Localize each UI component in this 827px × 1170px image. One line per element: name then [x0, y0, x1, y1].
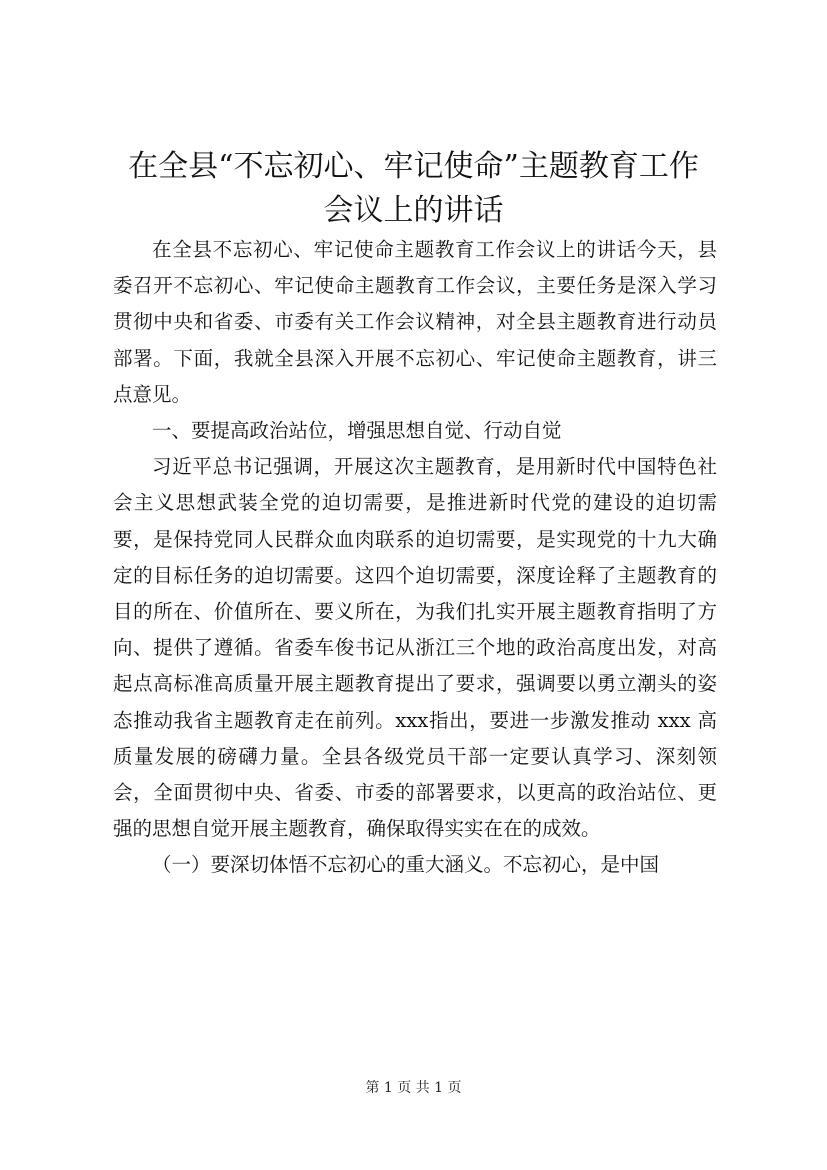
paragraph-intro: 在全县不忘初心、牢记使命主题教育工作会议上的讲话今天，县委召开不忘初心、牢记使命主题教育工作会议，主要任务是深入学习贯彻中央和省委、市委有关工作会议精神，对全县主题教育进行动员部署。下面，我就全县深入开展不忘初心、牢记使命主题教育，讲三点意见。	[113, 238, 717, 406]
page-footer: 第 1 页 共 1 页	[365, 1080, 462, 1096]
subsection-heading-1: （一）要深切体悟不忘初心的重大涵义。不忘初心，是中国	[152, 853, 660, 877]
document-title-line-1: 在全县“不忘初心、牢记使命”主题教育工作	[128, 149, 699, 184]
paragraph-section-1: 习近平总书记强调，开展这次主题教育，是用新时代中国特色社会主义思想武装全党的迫切需要，是推进新时代党的建设的迫切需要，是保持党同人民群众血肉联系的迫切需要，是实现党的十九大确定的目标任务的迫切需要。这四个迫切需要，深度诠释了主题教育的目的所在、价值所在、要义所在，为我们扎实开展主题教育指明了方向、提供了遵循。省委车俊书记从浙江三个地的政治高度出发，对高起点高标准高质量开展主题教育提出了要求，强调要以勇立潮头的姿态推动我省主题教育走在前列。xxx指出，要进一步激发推动 xxx 高质量发展的磅礴力量。全县各级党员干部一定要认真学习、深刻领会，全面贯彻中央、省委、市委的部署要求，以更高的政治站位、更强的思想自觉开展主题教育，确保取得实实在在的成效。	[113, 455, 717, 841]
document-title-line-2: 会议上的讲话	[323, 193, 504, 228]
section-heading-1: 一、要提高政治站位，增强思想自觉、行动自觉	[152, 419, 562, 443]
document-body	[113, 232, 717, 884]
